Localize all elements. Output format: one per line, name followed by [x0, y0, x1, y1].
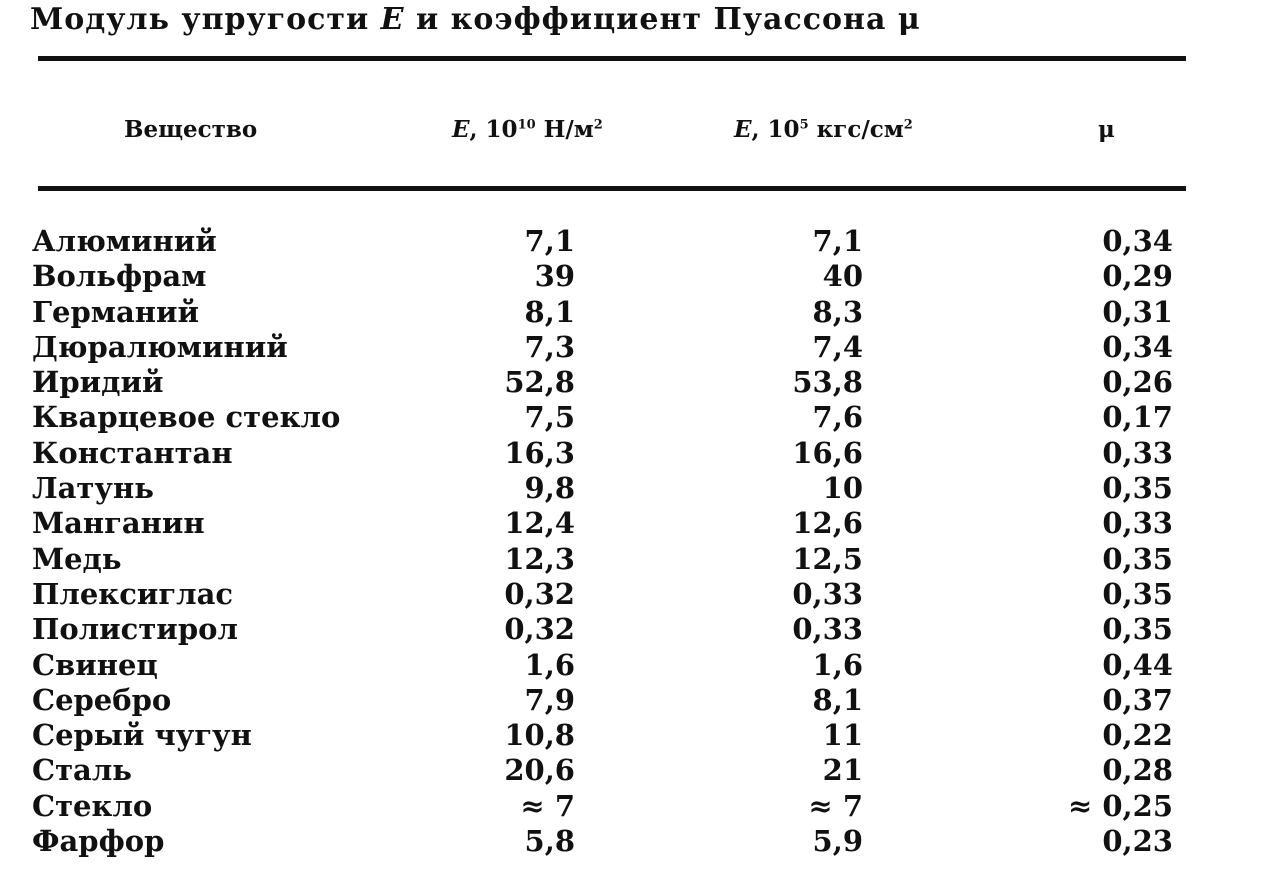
poisson-value: ≈ 0,25 [1067, 788, 1173, 823]
poisson-value: 0,22 [1102, 718, 1173, 753]
poisson-value: 0,35 [1102, 576, 1173, 611]
substance-name: Германий [32, 294, 199, 329]
table-row [0, 295, 1271, 330]
e-kgf-value: 0,33 [792, 612, 863, 647]
table-row [0, 436, 1271, 471]
table-row [0, 365, 1271, 400]
e-si-value: 7,3 [524, 329, 575, 364]
e-kgf-value: 10 [822, 471, 863, 506]
substance-name: Сталь [32, 753, 132, 788]
table-row [0, 259, 1271, 294]
substance-name: Дюралюминий [32, 329, 288, 364]
e-kgf-value: 16,6 [792, 435, 863, 470]
poisson-value: 0,37 [1102, 682, 1173, 717]
e-si-value: 0,32 [504, 612, 575, 647]
header-e-si-pre: , 10 [469, 116, 518, 143]
poisson-value: 0,35 [1102, 612, 1173, 647]
substance-name: Свинец [32, 647, 158, 682]
table-row [0, 753, 1271, 788]
poisson-value: 0,34 [1102, 224, 1173, 258]
poisson-value: 0,35 [1102, 471, 1173, 506]
substance-name: Медь [32, 541, 122, 576]
e-kgf-value: 12,5 [792, 541, 863, 576]
header-substance: Вещество [124, 116, 258, 143]
table-row [0, 577, 1271, 612]
substance-name: Полистирол [32, 612, 238, 647]
header-e-kgf-unit-exp: 2 [903, 117, 913, 133]
poisson-value: 0,44 [1102, 647, 1173, 682]
header-e-kgf-pre: , 10 [751, 116, 800, 143]
e-si-value: 16,3 [504, 435, 575, 470]
header-rule [38, 186, 1186, 191]
e-kgf-value: ≈ 7 [808, 788, 863, 823]
substance-name: Серебро [32, 682, 172, 717]
substance-name: Серый чугун [32, 718, 252, 753]
e-si-value: 9,8 [524, 471, 575, 506]
table-body [0, 224, 1271, 859]
table-row [0, 224, 1271, 259]
substance-name: Плексиглас [32, 576, 234, 611]
e-kgf-value: 1,6 [812, 647, 863, 682]
top-rule [38, 56, 1186, 61]
poisson-value: 0,23 [1102, 824, 1173, 859]
substance-name: Латунь [32, 471, 154, 506]
e-si-value: 52,8 [504, 365, 575, 400]
substance-name: Фарфор [32, 824, 165, 859]
title-middle: и коэффициент Пуассона [404, 2, 898, 37]
table-row [0, 542, 1271, 577]
substance-name: Манганин [32, 506, 205, 541]
e-kgf-value: 11 [822, 718, 863, 753]
e-kgf-value: 53,8 [792, 365, 863, 400]
title-mu-symbol: μ [897, 2, 921, 37]
e-kgf-value: 5,9 [812, 824, 863, 859]
e-si-value: 10,8 [504, 718, 575, 753]
table-row [0, 824, 1271, 859]
header-e-kgf-unit: кгс/см [808, 116, 904, 143]
title-e-symbol: E [380, 2, 405, 37]
substance-name: Константан [32, 435, 233, 470]
substance-name: Стекло [32, 788, 153, 823]
substance-name: Кварцевое стекло [32, 400, 341, 435]
e-si-value: 5,8 [524, 824, 575, 859]
e-si-value: 7,9 [524, 682, 575, 717]
table-row [0, 330, 1271, 365]
header-e-kgf-exp: 5 [799, 117, 809, 133]
e-si-value: 12,3 [504, 541, 575, 576]
substance-name: Иридий [32, 365, 164, 400]
poisson-value: 0,26 [1102, 365, 1173, 400]
e-kgf-value: 0,33 [792, 576, 863, 611]
poisson-value: 0,29 [1102, 259, 1173, 294]
e-kgf-value: 21 [822, 753, 863, 788]
e-kgf-value: 7,1 [812, 224, 863, 258]
table-row [0, 683, 1271, 718]
table-row [0, 506, 1271, 541]
e-kgf-value: 8,3 [812, 294, 863, 329]
e-kgf-value: 12,6 [792, 506, 863, 541]
table-row [0, 471, 1271, 506]
e-si-value: ≈ 7 [520, 788, 575, 823]
table-row [0, 789, 1271, 824]
substance-name: Алюминий [32, 224, 217, 258]
e-si-value: 0,32 [504, 576, 575, 611]
e-si-value: 39 [534, 259, 575, 294]
header-e-si-exp: 10 [517, 117, 536, 133]
header-e-si-unit-exp: 2 [593, 117, 603, 133]
e-si-value: 12,4 [504, 506, 575, 541]
header-e-si-symbol: E [452, 116, 470, 143]
table-row [0, 718, 1271, 753]
poisson-value: 0,35 [1102, 541, 1173, 576]
header-e-kgf-symbol: E [734, 116, 752, 143]
poisson-value: 0,33 [1102, 435, 1173, 470]
poisson-value: 0,17 [1102, 400, 1173, 435]
header-e-si [452, 116, 603, 143]
table-title [30, 2, 921, 37]
table-row [0, 612, 1271, 647]
poisson-value: 0,31 [1102, 294, 1173, 329]
e-si-value: 1,6 [524, 647, 575, 682]
e-kgf-value: 7,4 [812, 329, 863, 364]
header-e-si-unit: Н/м [535, 116, 594, 143]
e-si-value: 20,6 [504, 753, 575, 788]
header-e-kgf [734, 116, 913, 143]
poisson-value: 0,34 [1102, 329, 1173, 364]
title-prefix: Модуль упругости [30, 2, 381, 37]
table-row [0, 400, 1271, 435]
e-kgf-value: 40 [822, 259, 863, 294]
poisson-value: 0,28 [1102, 753, 1173, 788]
substance-name: Вольфрам [32, 259, 207, 294]
e-si-value: 7,5 [524, 400, 575, 435]
e-si-value: 8,1 [524, 294, 575, 329]
header-mu: μ [1098, 116, 1115, 143]
table-row [0, 648, 1271, 683]
e-kgf-value: 7,6 [812, 400, 863, 435]
e-kgf-value: 8,1 [812, 682, 863, 717]
poisson-value: 0,33 [1102, 506, 1173, 541]
e-si-value: 7,1 [524, 224, 575, 258]
